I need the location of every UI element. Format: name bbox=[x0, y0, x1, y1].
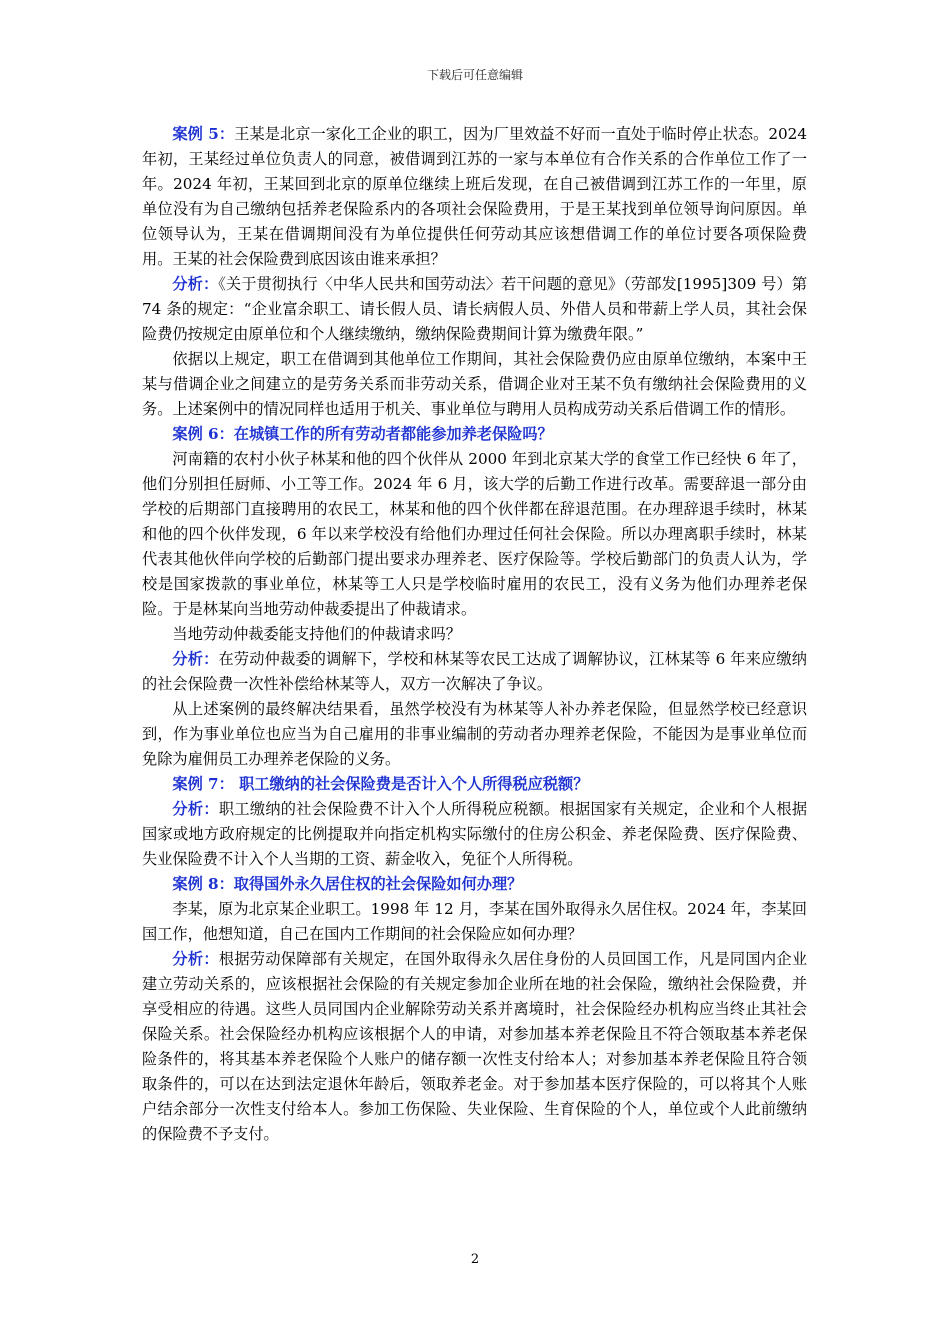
case-label: 案例 6：在城镇工作的所有劳动者都能参加养老保险吗？ bbox=[172, 425, 553, 443]
paragraph bbox=[142, 797, 807, 872]
paragraph bbox=[142, 447, 807, 622]
analysis-label: 分析： bbox=[172, 650, 219, 668]
paragraph bbox=[142, 647, 807, 697]
paragraph bbox=[142, 897, 807, 947]
document-body bbox=[142, 122, 807, 1147]
paragraph-text: 从上述案例的最终解决结果看，虽然学校没有为林某等人补办养老保险，但显然学校已经意识到，作为事业单位也应当为自己雇用的非事业编制的劳动者办理养老保险，不能因为是事业单位而免除为雇佣员工办理养老保险的义务。 bbox=[142, 700, 807, 768]
paragraph-text: 河南籍的农村小伙子林某和他的四个伙伴从 2000 年到北京某大学的食堂工作已经快 6 年了，他们分别担任厨师、小工等工作。2024 年 6 月，该大学的后勤工作进行改革。需要辞退一部分由学校的后期部门直接聘用的农民工，林某和他的四个伙伴都在辞退范围。在办理辞退手续时，林某和他的四个伙伴发现，6 年以来学校没有给他们办理过任何社会保险。所以办理离职手续时，林某代表其他伙伴向学校的后勤部门提出要求办理养老、医疗保险等。学校后勤部门的负责人认为，学校是国家拨款的事业单位，林某等工人只是学校临时雇用的农民工，没有义务为他们办理养老保险。于是林某向当地劳动仲裁委提出了仲裁请求。 bbox=[142, 450, 807, 618]
paragraph-text: 依据以上规定，职工在借调到其他单位工作期间，其社会保险费仍应由原单位缴纳，本案中王某与借调企业之间建立的是劳务关系而非劳动关系，借调企业对王某不负有缴纳社会保险费用的义务。上述案例中的情况同样也适用于机关、事业单位与聘用人员构成劳动关系后借调工作的情形。 bbox=[142, 350, 807, 418]
analysis-label: 分析： bbox=[172, 950, 219, 968]
page-header: 下载后可任意编辑 bbox=[426, 68, 523, 82]
paragraph-text: 李某，原为北京某企业职工。1998 年 12 月，李某在国外取得永久居住权。2024 年，李某回国工作，他想知道，自己在国内工作期间的社会保险应如何办理？ bbox=[142, 900, 807, 943]
page-number: 2 bbox=[470, 1252, 480, 1267]
analysis-label: 分析： bbox=[172, 800, 219, 818]
analysis-label: 分析： bbox=[172, 275, 219, 293]
paragraph bbox=[142, 622, 807, 647]
paragraph-text: 《关于贯彻执行〈中华人民共和国劳动法〉若干问题的意见》（劳部发[1995]309 号）第 74 条的规定：“企业富余职工、请长假人员、请长病假人员、外借人员和带薪上学人员，其社会保险费仍按规定由原单位和个人继续缴纳，缴纳保险费期间计算为缴费年限。” bbox=[142, 275, 808, 343]
paragraph bbox=[142, 947, 807, 1147]
case-label: 案例 8：取得国外永久居住权的社会保险如何办理？ bbox=[172, 875, 523, 893]
paragraph-text: 当地劳动仲裁委能支持他们的仲裁请求吗？ bbox=[172, 625, 461, 643]
case-heading bbox=[142, 772, 807, 797]
paragraph-text: 职工缴纳的社会保险费不计入个人所得税应税额。根据国家有关规定，企业和个人根据国家或地方政府规定的比例提取并向指定机构实际缴付的住房公积金、养老保险费、医疗保险费、失业保险费不计入个人当期的工资、薪金收入，免征个人所得税。 bbox=[142, 800, 808, 868]
case-heading bbox=[142, 422, 807, 447]
paragraph bbox=[142, 697, 807, 772]
case-heading bbox=[142, 872, 807, 897]
paragraph-text: 根据劳动保障部有关规定，在国外取得永久居住身份的人员回国工作，凡是同国内企业建立劳动关系的，应该根据社会保险的有关规定参加企业所在地的社会保险，缴纳社会保险费，并享受相应的待遇。这些人员同国内企业解除劳动关系并离境时，社会保险经办机构应当终止其社会保险关系。社会保险经办机构应该根据个人的申请，对参加基本养老保险且不符合领取基本养老保险条件的，将其基本养老保险个人账户的储存额一次性支付给本人；对参加基本养老保险且符合领取条件的，可以在达到法定退休年龄后，领取养老金。对于参加基本医疗保险的，可以将其个人账户结余部分一次性支付给本人。参加工伤保险、失业保险、生育保险的个人，单位或个人此前缴纳的保险费不予支付。 bbox=[142, 950, 808, 1143]
case-label: 案例 7： 职工缴纳的社会保险费是否计入个人所得税应税额？ bbox=[172, 775, 589, 793]
paragraph-text: 王某是北京一家化工企业的职工，因为厂里效益不好而一直处于临时停止状态。2024 年初，王某经过单位负责人的同意，被借调到江苏的一家与本单位有合作关系的合作单位工作了一年。2024 年初，王某回到北京的原单位继续上班后发现，在自己被借调到江苏工作的一年里，原单位没有为自己缴纳包括养老保险系内的各项社会保险费用，于是王某找到单位领导询问原因。单位领导认为，王某在借调期间没有为单位提供任何劳动其应该想借调工作的单位讨要各项保险费用。王某的社会保险费到底因该由谁来承担？ bbox=[142, 125, 807, 268]
paragraph-text: 在劳动仲裁委的调解下，学校和林某等农民工达成了调解协议，江林某等 6 年来应缴纳的社会保险费一次性补偿给林某等人，双方一次解决了争议。 bbox=[142, 650, 807, 693]
case-label: 案例 5： bbox=[172, 125, 235, 143]
paragraph bbox=[142, 122, 807, 272]
paragraph bbox=[142, 347, 807, 422]
paragraph bbox=[142, 272, 807, 347]
